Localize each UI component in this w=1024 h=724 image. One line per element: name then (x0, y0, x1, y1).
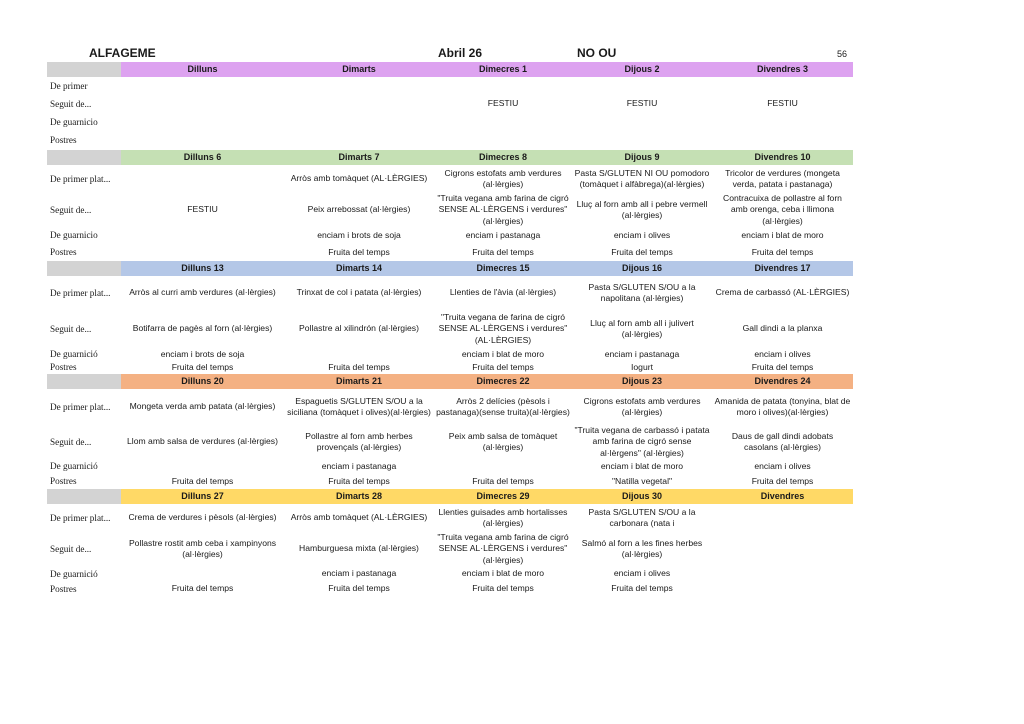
menu-row (47, 131, 853, 150)
course-label: Postres (50, 583, 77, 594)
course-label: De primer plat... (50, 173, 111, 184)
menu-row (47, 165, 853, 193)
dish-cell (712, 566, 853, 581)
dish-cell: "Truita vegana amb farina de cigró SENSE AL·LÈRGENS i verdures" (al·lèrgies) (437, 532, 569, 565)
menu-row (47, 389, 853, 425)
dish-cell: Cigrons estofats amb verdures (al·lèrgies) (583, 395, 701, 418)
dish-cell: "Truita vegana de carbassó i patata amb farina de cigró sense al·lèrgens" (al·lèrgies) (574, 425, 710, 458)
day-header: Dijous 9 (572, 150, 712, 165)
course-label: Seguit de... (50, 98, 92, 109)
course-label: De primer (50, 80, 88, 91)
day-header: Divendres 3 (712, 62, 853, 77)
dish-cell: Pasta S/GLUTEN NI OU pomodoro (tomàquet i alfàbrega)(al·lèrgies) (574, 167, 710, 189)
dish-cell: Fruita del temps (171, 582, 234, 593)
menu-row (47, 113, 853, 131)
week-header-row (47, 150, 853, 165)
day-header: Dilluns 13 (121, 261, 284, 276)
dish-cell: Fruita del temps (751, 475, 814, 486)
dish-cell: enciam i olives (754, 460, 811, 471)
dish-cell (572, 131, 712, 150)
course-label: Seguit de... (50, 204, 92, 215)
dish-cell: enciam i blat de moro (741, 229, 824, 240)
dish-cell: enciam i pastanaga (465, 229, 541, 240)
dish-cell: Peix arrebossat (al·lèrgies) (307, 204, 411, 215)
dish-cell: Fruita del temps (751, 246, 814, 257)
dish-cell (284, 131, 434, 150)
dish-cell: Cigrons estofats amb verdures (al·lèrgies) (444, 167, 562, 189)
dish-cell: Fruita del temps (751, 361, 814, 372)
course-label: Postres (50, 362, 77, 373)
dish-cell (434, 113, 572, 131)
dish-cell (712, 581, 853, 596)
week-header-row (47, 489, 853, 504)
menu-row (47, 310, 853, 348)
day-header: Dimarts 14 (284, 261, 434, 276)
day-header: Dijous 2 (572, 62, 712, 77)
dish-cell: Botifarra de pagès al forn (al·lèrgies) (132, 323, 273, 334)
dish-cell: Espaguetis S/GLUTEN S/OU a la siciliana (tomàquet i olives)(al·lèrgies) (287, 395, 431, 418)
dish-cell: Fruita del temps (171, 361, 234, 372)
dish-cell: enciam i blat de moro (600, 460, 684, 471)
dish-cell: Llenties guisades amb hortalisses (al·lèrgies) (438, 506, 568, 529)
menu-table (47, 62, 853, 596)
dish-cell (572, 113, 712, 131)
course-label: De guarnicio (50, 116, 98, 127)
course-label: Seguit de... (50, 323, 92, 334)
dish-cell: Crema de verdures i pèsols (al·lèrgies) (128, 512, 277, 523)
dish-cell (434, 131, 572, 150)
dish-cell: Mongeta verda amb patata (al·lèrgies) (129, 401, 276, 412)
dish-cell: enciam i blat de moro (461, 348, 545, 359)
dish-cell (121, 459, 284, 474)
page-number: 56 (837, 49, 848, 59)
dish-cell: Fruita del temps (472, 582, 534, 593)
day-header: Dilluns 27 (121, 489, 284, 504)
course-label: Postres (50, 135, 77, 146)
dish-cell (712, 131, 853, 150)
dish-cell: Lluç al forn amb all i julivert (al·lèrgies) (590, 317, 694, 340)
dish-cell (121, 95, 284, 113)
dish-cell (121, 77, 284, 95)
dish-cell: FESTIU (187, 204, 218, 215)
dish-cell: Fruita del temps (171, 475, 234, 486)
menu-row (47, 361, 853, 374)
course-label: Postres (50, 476, 77, 487)
dish-cell: "Truita vegana amb farina de cigró SENSE AL·LÈRGENS i verdures" (al·lèrgies) (437, 193, 569, 226)
dish-cell: Iogurt (631, 361, 653, 372)
menu-row (47, 581, 853, 596)
menu-row (47, 348, 853, 361)
dish-cell: Fruita del temps (611, 582, 673, 593)
dish-cell: Arròs al curri amb verdures (al·lèrgies) (129, 287, 276, 298)
day-header: Divendres 17 (712, 261, 853, 276)
day-header: Dimarts (284, 62, 434, 77)
dish-cell: Pollastre rostit amb ceba i xampinyons (al·lèrgies) (128, 537, 277, 560)
dish-cell: Fruita del temps (472, 475, 534, 486)
dish-cell (121, 244, 284, 261)
day-header: Dimecres 1 (434, 62, 572, 77)
week-header-blank (47, 261, 121, 276)
menu-row (47, 425, 853, 459)
dish-cell (284, 77, 434, 95)
menu-row (47, 276, 853, 310)
dish-cell: "Natilla vegetal" (611, 475, 673, 486)
dish-cell: Peix amb salsa de tomàquet (al·lèrgies) (448, 430, 558, 453)
dish-cell: Gall dindi a la planxa (742, 323, 823, 334)
dish-cell: FESTIU (626, 98, 658, 109)
day-header: Dimecres 15 (434, 261, 572, 276)
diet-label: NO OU (577, 46, 617, 60)
dish-cell: enciam i olives (754, 348, 811, 359)
dish-cell: Pasta S/GLUTEN S/OU a la carbonara (nata i (588, 506, 696, 529)
day-header: Divendres (712, 489, 853, 504)
dish-cell (121, 165, 284, 193)
dish-cell: FESTIU (767, 98, 798, 109)
course-label: De guarnició (50, 568, 98, 579)
dish-cell (434, 459, 572, 474)
course-label: De primer plat... (50, 401, 111, 412)
dish-cell: Llenties de l'àvia (al·lèrgies) (449, 287, 557, 298)
week-header-row (47, 261, 853, 276)
week-header-row (47, 62, 853, 77)
dish-cell (712, 77, 853, 95)
day-header: Dilluns 6 (121, 150, 284, 165)
week-header-blank (47, 374, 121, 389)
dish-cell: enciam i pastanaga (604, 348, 680, 359)
course-label: Seguit de... (50, 544, 92, 554)
menu-row (47, 532, 853, 566)
dish-cell: Amanida de patata (tonyina, blat de moro i olives)(al·lèrgies) (714, 395, 851, 418)
dish-cell: Arròs 2 delícies (pèsols i pastanaga)(sense truita)(al·lèrgies) (436, 395, 570, 418)
day-header: Divendres 24 (712, 374, 853, 389)
week-header-blank (47, 150, 121, 165)
dish-cell: Fruita del temps (328, 582, 390, 593)
dish-cell (712, 113, 853, 131)
course-label: De guarnicio (50, 230, 98, 241)
dish-cell: FESTIU (487, 98, 519, 109)
dish-cell: Fruita del temps (611, 246, 673, 257)
dish-cell: Fruita del temps (328, 361, 390, 372)
week-header-blank (47, 62, 121, 77)
dish-cell (121, 566, 284, 581)
course-label: De guarnició (50, 349, 98, 360)
menu-row (47, 193, 853, 227)
course-label: Postres (50, 247, 77, 258)
dish-cell: "Truita vegana de farina de cigró SENSE AL·LÈRGENS i verdures" (AL·LÈRGIES) (438, 312, 568, 345)
dish-cell: enciam i brots de soja (317, 229, 401, 240)
dish-cell: Contracuixa de pollastre al forn amb orenga, ceba i llimona (al·lèrgies) (723, 193, 842, 226)
menu-row (47, 566, 853, 581)
week-header-row (47, 374, 853, 389)
dish-cell: Lluç al forn amb all i pebre vermell (al·lèrgies) (576, 198, 708, 221)
dish-cell: enciam i pastanaga (321, 460, 397, 471)
course-label: De guarnició (50, 461, 98, 472)
dish-cell: enciam i pastanaga (321, 567, 397, 578)
week-header-blank (47, 489, 121, 504)
day-header: Dijous 16 (572, 261, 712, 276)
course-label: Seguit de... (50, 436, 92, 447)
dish-cell: Salmó al forn a les fines herbes (al·lèrgies) (581, 537, 703, 560)
dish-cell: enciam i olives (613, 567, 671, 578)
day-header: Dimecres 8 (434, 150, 572, 165)
dish-cell: Pollastre al forn amb herbes provençals (al·lèrgies) (305, 430, 413, 453)
menu-row (47, 95, 853, 113)
school-name: ALFAGEME (89, 46, 156, 60)
dish-cell: enciam i olives (613, 229, 671, 240)
dish-cell: enciam i brots de soja (160, 348, 245, 359)
dish-cell: Pasta S/GLUTEN S/OU a la napolitana (al·lèrgies) (588, 281, 696, 304)
dish-cell: Arròs amb tomàquet (AL·LÈRGIES) (290, 512, 428, 523)
dish-cell (434, 77, 572, 95)
dish-cell: Arròs amb tomàquet (AL·LÈRGIES) (290, 173, 428, 184)
day-header: Dimecres 29 (434, 489, 572, 504)
menu-row (47, 504, 853, 532)
day-header: Dimecres 22 (434, 374, 572, 389)
day-header: Dimarts 21 (284, 374, 434, 389)
dish-cell (712, 504, 853, 532)
menu-row (47, 459, 853, 474)
month-label: Abril 26 (438, 46, 483, 60)
menu-row (47, 77, 853, 95)
day-header: Dijous 30 (572, 489, 712, 504)
dish-cell: enciam i blat de moro (461, 567, 545, 578)
dish-cell: Pollastre al xilindrón (al·lèrgies) (299, 323, 419, 334)
menu-row (47, 244, 853, 261)
day-header: Dilluns (121, 62, 284, 77)
dish-cell: Fruita del temps (472, 246, 534, 257)
dish-cell: Tricolor de verdures (mongeta verda, patata i pastanaga) (725, 167, 840, 189)
course-label: De primer plat... (50, 512, 111, 523)
day-header: Divendres 10 (712, 150, 853, 165)
menu-row (47, 474, 853, 489)
dish-cell (284, 348, 434, 361)
dish-cell: Fruita del temps (328, 475, 390, 486)
dish-cell: Daus de gall dindi adobats casolans (al·lèrgies) (731, 430, 834, 453)
dish-cell: Fruita del temps (472, 361, 534, 372)
dish-cell (572, 77, 712, 95)
day-header: Dilluns 20 (121, 374, 284, 389)
dish-cell (284, 95, 434, 113)
dish-cell (121, 227, 284, 244)
dish-cell: Crema de carbassó (AL·LÈRGIES) (715, 287, 850, 298)
dish-cell (121, 131, 284, 150)
dish-cell: Trinxat de col i patata (al·lèrgies) (296, 287, 422, 298)
menu-row (47, 227, 853, 244)
dish-cell (712, 532, 853, 566)
day-header: Dijous 23 (572, 374, 712, 389)
day-header: Dimarts 7 (284, 150, 434, 165)
course-label: De primer plat... (50, 287, 111, 298)
dish-cell (284, 113, 434, 131)
dish-cell: Fruita del temps (328, 246, 390, 257)
dish-cell: Llom amb salsa de verdures (al·lèrgies) (127, 436, 278, 447)
day-header: Dimarts 28 (284, 489, 434, 504)
dish-cell (121, 113, 284, 131)
dish-cell: Hamburguesa mixta (al·lèrgies) (299, 543, 419, 554)
